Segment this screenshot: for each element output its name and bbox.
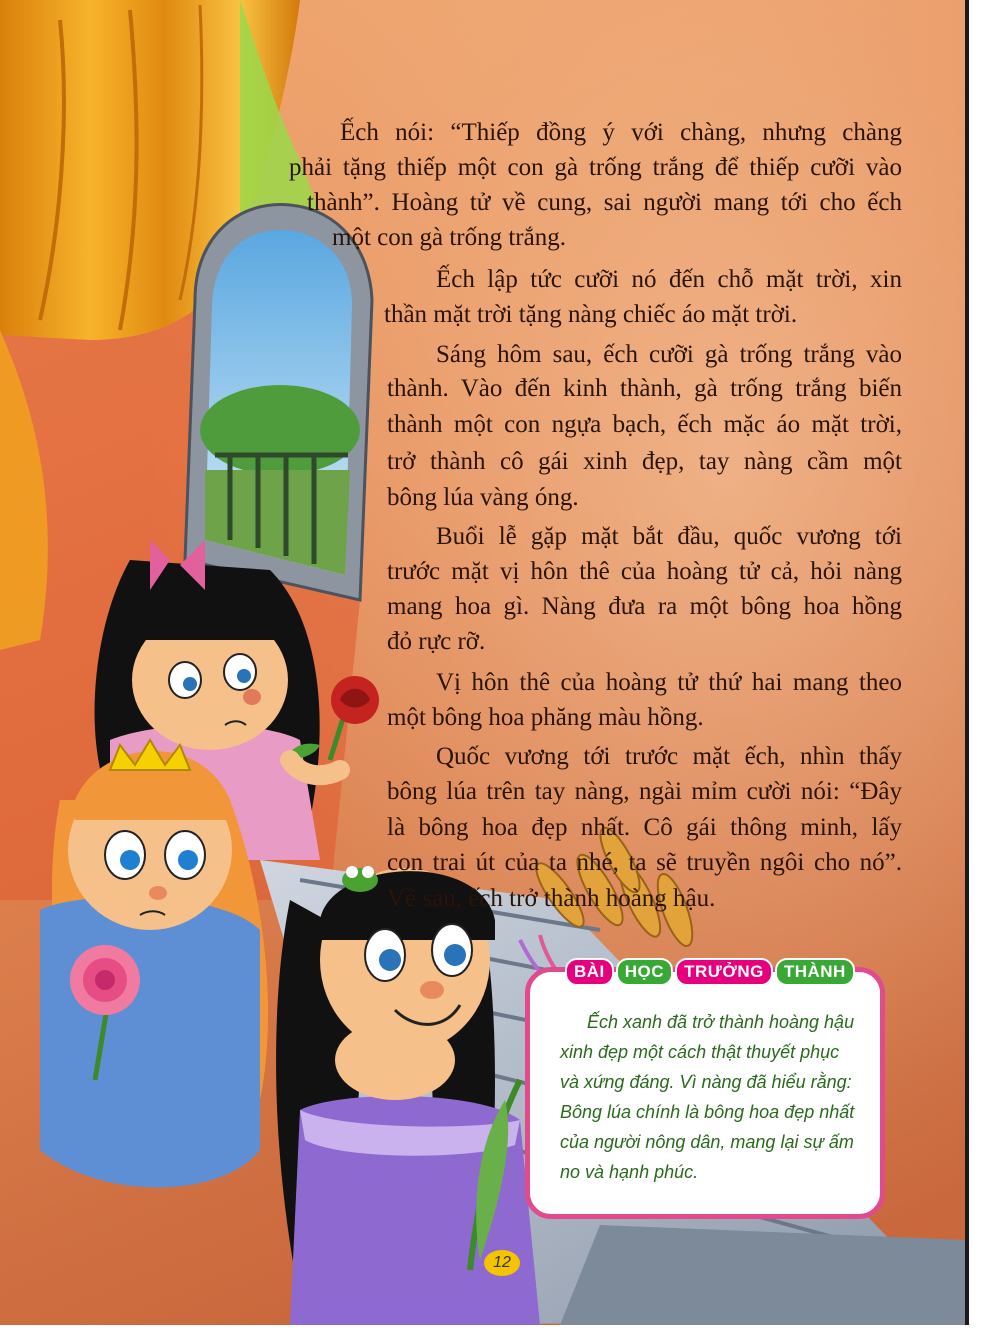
lesson-title-word: HỌC (616, 958, 673, 986)
story-line: con trai út của ta nhé, ta sẽ truyền ngôi cho nó”. (387, 849, 902, 876)
lesson-line: Ếch xanh đã trở thành hoàng hậu (587, 1012, 855, 1032)
story-line: Vị hôn thê của hoàng tử thứ hai mang theo (436, 669, 902, 696)
story-line: Về sau, ếch trở thành hoàng hậu. (387, 885, 716, 912)
story-line: mang hoa gì. Nàng đưa ra một bông hoa hồng (387, 593, 902, 620)
story-line: là bông hoa đẹp nhất. Cô gái thông minh, lấy (387, 814, 902, 841)
lesson-line: và xứng đáng. Vì nàng đã hiểu rằng: (560, 1072, 852, 1092)
lesson-title (565, 958, 855, 986)
story-line: Buổi lễ gặp mặt bắt đầu, quốc vương tới (436, 523, 902, 550)
story-line: thần mặt trời tặng nàng chiếc áo mặt trời. (384, 301, 798, 328)
lesson-line: no và hạnh phúc. (560, 1162, 699, 1182)
story-line: thành. Vào đến kinh thành, gà trống trắng biến (387, 375, 902, 402)
story-line: một con gà trống trắng. (332, 224, 566, 251)
page-number: 12 (484, 1250, 520, 1276)
lesson-line: của người nông dân, mang lại sự ấm (560, 1132, 854, 1152)
lesson-title-word: TRƯỞNG (675, 958, 773, 986)
story-line: Quốc vương tới trước mặt ếch, nhìn thấy (436, 743, 902, 770)
scan-edge-line (965, 0, 969, 1340)
story-line: một bông hoa phăng màu hồng. (387, 704, 704, 731)
story-line: thành”. Hoàng tử về cung, sai người mang tới cho ếch (307, 189, 902, 216)
story-line: trước mặt vị hôn thê của hoàng tử cả, hỏi nàng (387, 558, 902, 585)
story-line: đỏ rực rỡ. (387, 628, 486, 655)
story-line: Sáng hôm sau, ếch cưỡi gà trống trắng vào (436, 341, 902, 368)
lesson-line: xinh đẹp một cách thật thuyết phục (560, 1042, 840, 1062)
story-line: trở thành cô gái xinh đẹp, tay nàng cầm một (387, 448, 902, 475)
story-line: Ếch lập tức cưỡi nó đến chỗ mặt trời, xin (436, 266, 902, 293)
story-line: Ếch nói: “Thiếp đồng ý với chàng, nhưng chàng (340, 119, 902, 146)
lesson-title-word: BÀI (565, 958, 614, 986)
story-line: thành một con ngựa bạch, ếch mặc áo mặt trời, (387, 411, 902, 438)
lesson-line: Bông lúa chính là bông hoa đẹp nhất (560, 1102, 855, 1122)
story-line: phải tặng thiếp một con gà trống trắng để thiếp cưỡi vào (289, 154, 902, 181)
lesson-title-word: THÀNH (775, 958, 855, 986)
story-line: bông lúa vàng óng. (387, 484, 579, 511)
story-line: bông lúa trên tay nàng, ngài mỉm cười nói: “Đây (387, 778, 902, 805)
scan-margin-bottom (0, 1325, 1000, 1340)
